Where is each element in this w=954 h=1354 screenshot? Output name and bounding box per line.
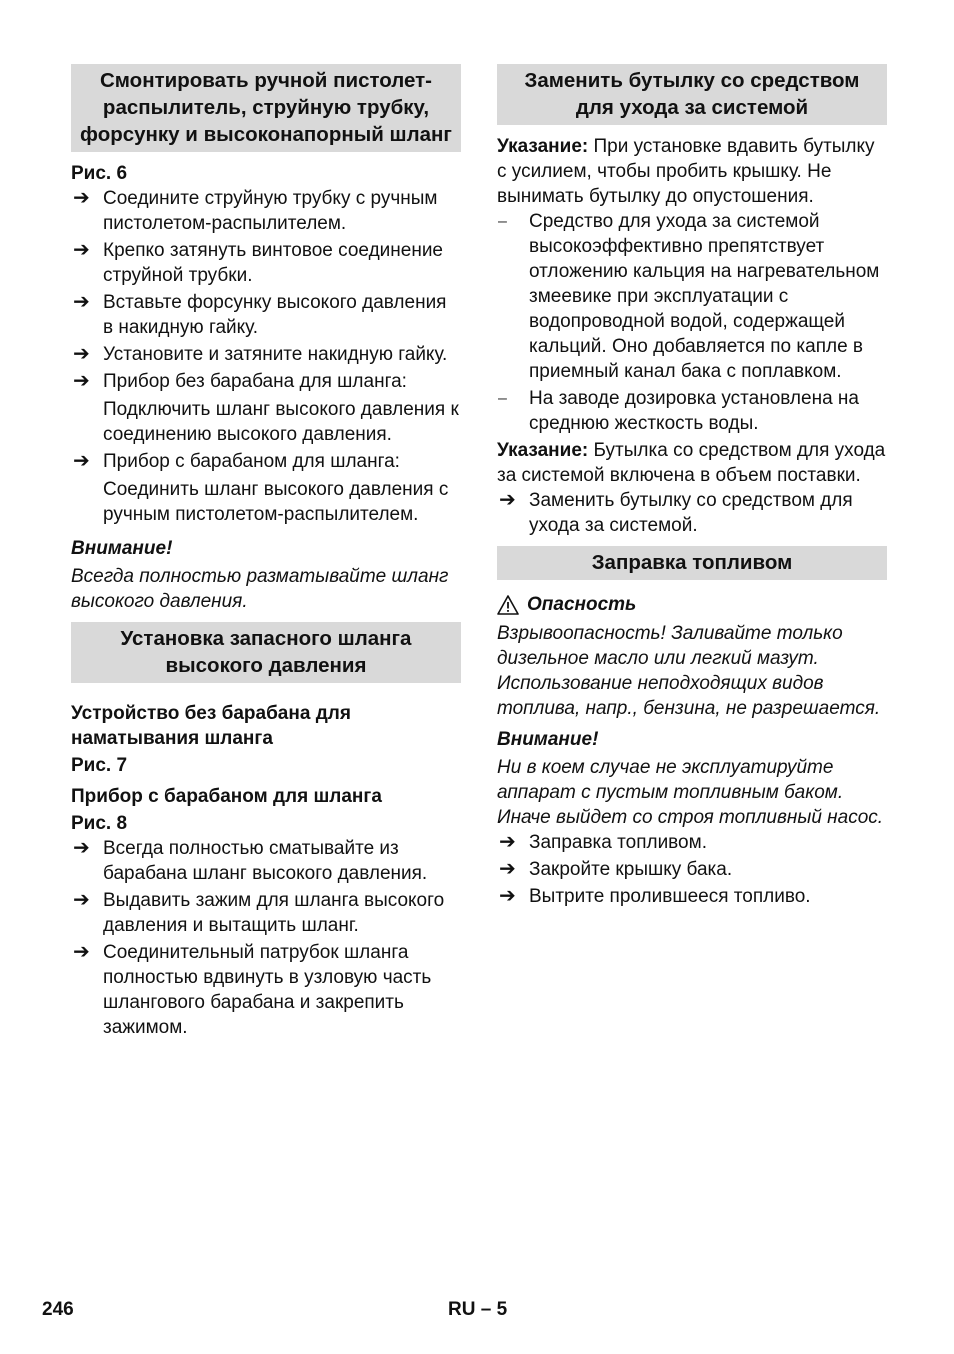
dash-bullet: – xyxy=(498,213,507,230)
arrow-right-icon: ➔ xyxy=(73,889,90,911)
page-label: RU – 5 xyxy=(448,1299,508,1320)
danger-heading xyxy=(497,592,887,617)
arrow-right-icon: ➔ xyxy=(499,885,516,907)
danger-text: Взрывоопасность! Заливайте только дизельное масло или легкий мазут. Использование неподходящих видов топлива, напр., бензина, не разрешается. xyxy=(497,623,881,719)
arrow-right-icon: ➔ xyxy=(73,291,90,313)
mount-steps-list xyxy=(71,186,461,527)
replace-steps-list xyxy=(497,488,887,538)
figure-ref-8: Рис. 8 xyxy=(71,813,128,834)
arrow-right-icon: ➔ xyxy=(499,831,516,853)
left-column xyxy=(71,64,461,1042)
list-item: ➔ Соединительный патрубок шланга полностью вдвинуть в узловую часть шлангового барабана и закрепить зажимом. xyxy=(73,941,432,1038)
subheading-no-reel: Устройство без барабана для наматывания шланга xyxy=(71,703,351,749)
list-item: ➔ Вытрите пролившееся топливо. xyxy=(499,885,811,907)
care-info-list xyxy=(497,209,887,436)
list-item: ➔ Крепко затянуть винтовое соединение струйной трубки. xyxy=(73,239,443,286)
step-detail: Соединить шланг высокого давления с ручным пистолетом-распылителем. xyxy=(103,479,449,525)
list-item: ➔ Закройте крышку бака. xyxy=(499,858,733,880)
attention-text: Ни в коем случае не эксплуатируйте аппарат с пустым топливным баком. Иначе выйдет со строя топливный насос. xyxy=(497,757,884,828)
attention-label: Внимание! xyxy=(71,538,173,559)
list-item: ➔ Установите и затяните накидную гайку. xyxy=(73,343,448,365)
note-paragraph: Указание: Бутылка со средством для ухода за системой включена в объем поставки. xyxy=(497,440,886,486)
arrow-right-icon: ➔ xyxy=(499,858,516,880)
section-heading-spare-hose: Установка запасного шланга высокого давления xyxy=(71,622,461,683)
arrow-right-icon: ➔ xyxy=(73,450,90,472)
list-item: ➔ Вставьте форсунку высокого давления в накидную гайку. xyxy=(73,291,447,338)
list-item: ➔ Выдавить зажим для шланга высокого давления и вытащить шланг. xyxy=(73,889,445,936)
danger-label: Опасность xyxy=(527,594,637,615)
refuel-steps-list xyxy=(497,830,887,909)
dash-bullet: – xyxy=(498,390,507,407)
note-paragraph: Указание: При установке вдавить бутылку с усилием, чтобы пробить крышку. Не вынимать бутылку до опустошения. xyxy=(497,136,875,207)
arrow-right-icon: ➔ xyxy=(73,837,90,859)
list-item: ➔ Соедините струйную трубку с ручным пистолетом-распылителем. xyxy=(73,187,438,234)
arrow-right-icon: ➔ xyxy=(73,187,90,209)
arrow-right-icon: ➔ xyxy=(499,489,516,511)
figure-ref-7: Рис. 7 xyxy=(71,755,128,776)
right-column xyxy=(497,64,887,911)
arrow-right-icon: ➔ xyxy=(73,941,90,963)
figure-ref-6: Рис. 6 xyxy=(71,163,128,184)
list-item: ➔ Прибор с барабаном для шланга: Соединить шланг высокого давления с ручным пистолетом-распылителем. xyxy=(71,449,461,527)
step-detail: Подключить шланг высокого давления к соединению высокого давления. xyxy=(103,399,459,445)
warning-triangle-icon xyxy=(497,595,519,615)
section-heading-refuel: Заправка топливом xyxy=(497,546,887,580)
attention-text: Всегда полностью разматывайте шланг высокого давления. xyxy=(71,566,449,612)
arrow-right-icon: ➔ xyxy=(73,370,90,392)
page-number: 246 xyxy=(42,1299,74,1320)
list-item: ➔ Заправка топливом. xyxy=(499,831,707,853)
attention-label: Внимание! xyxy=(497,729,599,750)
section-heading-mount-gun: Смонтировать ручной пистолет-распылитель, струйную трубку, форсунку и высоконапорный шланг xyxy=(71,64,461,152)
hose-steps-list xyxy=(71,836,461,1040)
list-item: – На заводе дозировка установлена на среднюю жесткость воды. xyxy=(498,388,859,434)
list-item: ➔ Всегда полностью сматывайте из барабана шланг высокого давления. xyxy=(73,837,428,884)
arrow-right-icon: ➔ xyxy=(73,343,90,365)
list-item: ➔ Прибор без барабана для шланга: Подключить шланг высокого давления к соединению высокого давления. xyxy=(71,369,461,447)
section-heading-replace-bottle: Заменить бутылку со средством для ухода за системой xyxy=(497,64,887,125)
list-item: – Средство для ухода за системой высокоэффективно препятствует отложению кальция на нагревательном змеевике при эксплуатации с водопроводной водой, содержащей кальций. Оно добавляется по капле в приемный канал бака с поплавком. xyxy=(498,211,880,382)
arrow-right-icon: ➔ xyxy=(73,239,90,261)
list-item: ➔ Заменить бутылку со средством для ухода за системой. xyxy=(499,489,853,536)
subheading-reel: Прибор с барабаном для шланга xyxy=(71,786,382,807)
